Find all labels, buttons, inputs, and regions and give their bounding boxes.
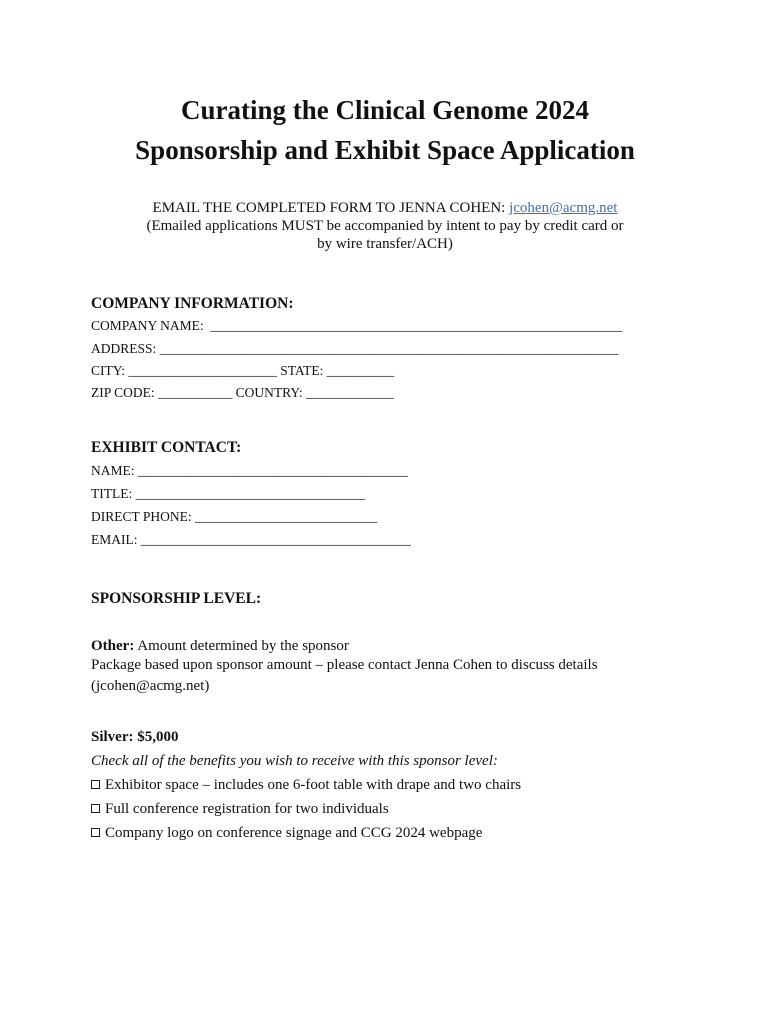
benefit-checkbox[interactable]: [91, 804, 100, 813]
payment-note-line1: (Emailed applications MUST be accompanied by intent to pay by credit card or: [146, 218, 624, 234]
other-level-contact: (jcohen@acmg.net): [91, 678, 210, 694]
city-state-field[interactable]: CITY: ______________________ STATE: __________: [91, 363, 395, 378]
email-instruction: [0, 199, 770, 217]
other-level: [91, 636, 349, 656]
form-title-line2: Sponsorship and Exhibit Space Application: [135, 135, 635, 165]
exhibit-contact-heading: EXHIBIT CONTACT:: [91, 439, 242, 456]
contact-name-field[interactable]: NAME: ________________________________________: [91, 463, 408, 478]
contact-email-field[interactable]: EMAIL: ________________________________________: [91, 532, 411, 547]
address-field[interactable]: ADDRESS: ____________________________________________________________________: [91, 341, 619, 356]
benefit-checkbox[interactable]: [91, 780, 100, 789]
company-info-heading: COMPANY INFORMATION:: [91, 295, 294, 312]
other-level-label: Other:: [91, 638, 135, 654]
other-level-package-text: Package based upon sponsor amount – please contact Jenna Cohen to discuss details: [91, 657, 598, 673]
benefit-checkbox[interactable]: [91, 828, 100, 837]
benefit-item: [91, 799, 389, 819]
form-title-line1: Curating the Clinical Genome 2024: [181, 95, 589, 125]
benefit-item: [91, 823, 482, 843]
benefit-label: Exhibitor space – includes one 6-foot table with drape and two chairs: [105, 777, 522, 793]
payment-note-line2: by wire transfer/ACH): [317, 236, 453, 252]
benefit-item: [91, 775, 521, 795]
email-instruction-text: EMAIL THE COMPLETED FORM TO JENNA COHEN:: [152, 200, 510, 216]
zip-country-field[interactable]: ZIP CODE: ___________ COUNTRY: _____________: [91, 385, 394, 400]
company-name-field[interactable]: COMPANY NAME: _____________________________________________________________: [91, 318, 623, 333]
email-link[interactable]: jcohen@acmg.net: [509, 200, 618, 216]
silver-instruction: Check all of the benefits you wish to receive with this sponsor level:: [91, 753, 498, 769]
benefit-label: Full conference registration for two individuals: [105, 801, 389, 817]
contact-phone-field[interactable]: DIRECT PHONE: ___________________________: [91, 509, 378, 524]
benefit-label: Company logo on conference signage and CCG 2024 webpage: [105, 825, 483, 841]
contact-title-field[interactable]: TITLE: __________________________________: [91, 486, 366, 501]
sponsorship-level-heading: SPONSORSHIP LEVEL:: [91, 590, 262, 607]
other-level-desc: Amount determined by the sponsor: [134, 638, 349, 654]
silver-level-label: Silver: $5,000: [91, 729, 179, 745]
